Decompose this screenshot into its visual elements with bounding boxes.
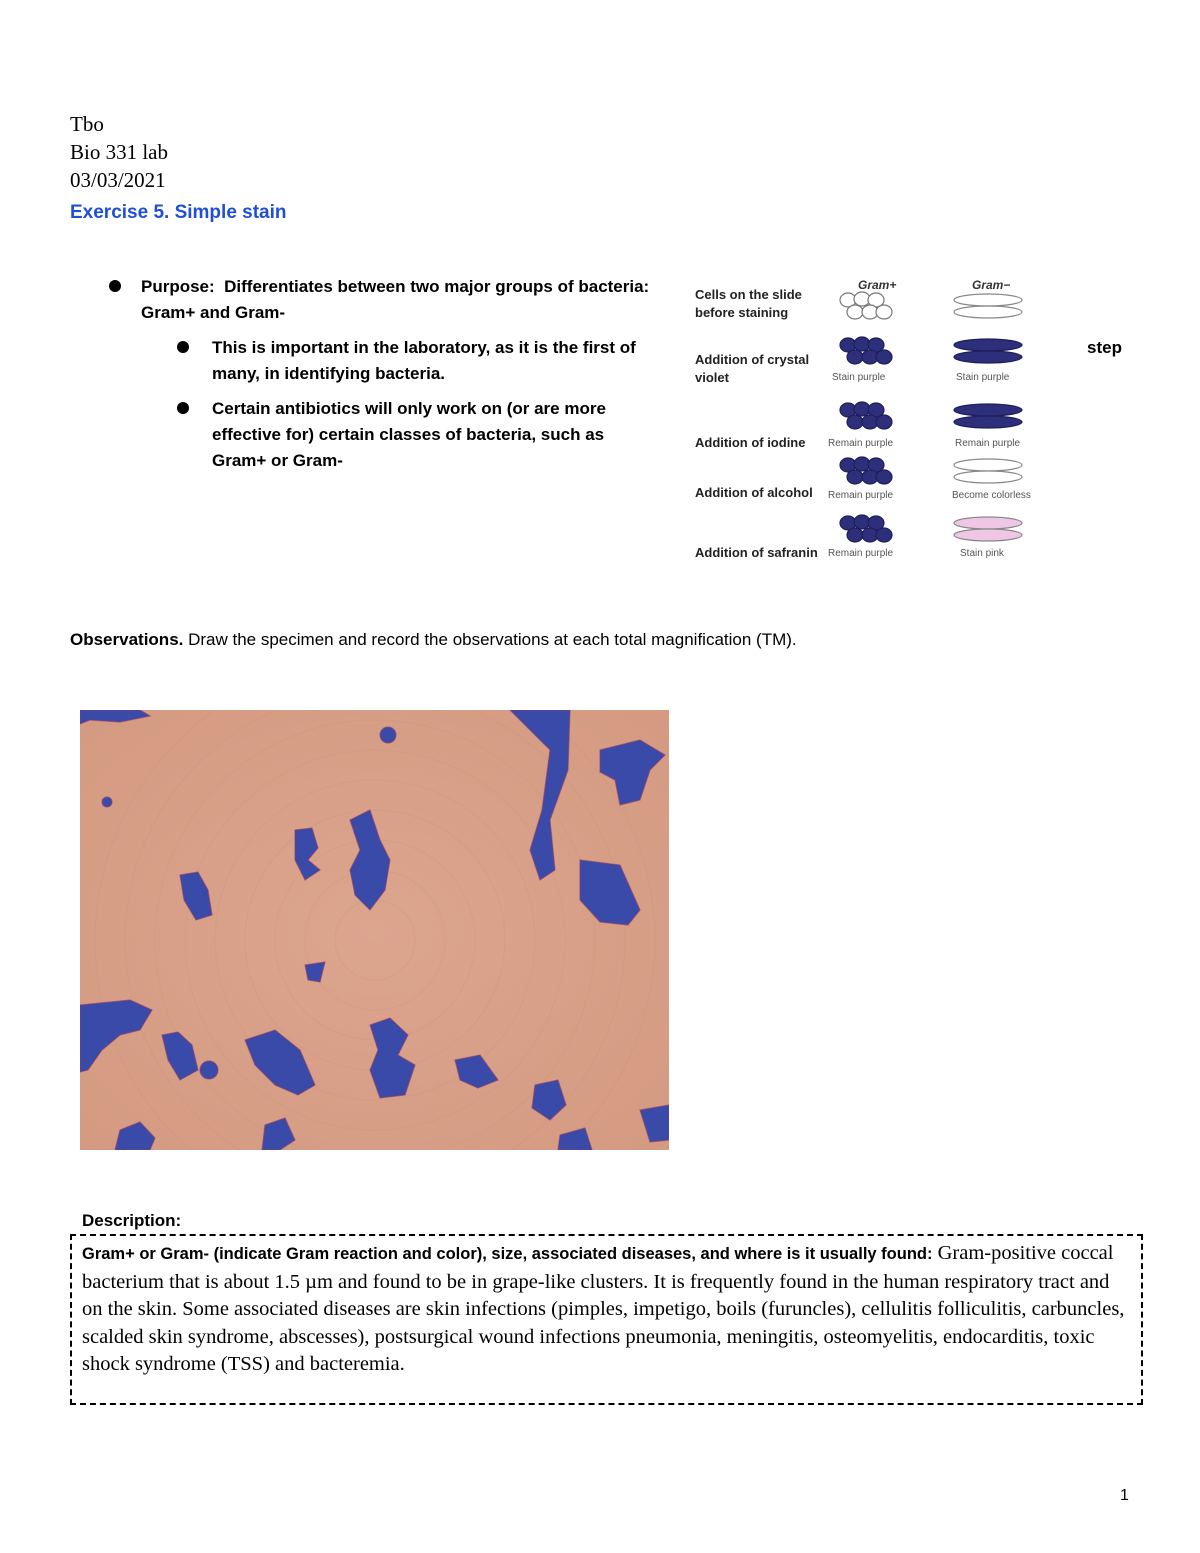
bacteria-micrograph bbox=[80, 710, 669, 1150]
gram-negative-caption: Stain pink bbox=[960, 548, 1004, 559]
observations-label: Observations. bbox=[70, 630, 184, 649]
purpose-label: Purpose: bbox=[141, 277, 215, 296]
gram-positive-caption: Stain purple bbox=[832, 372, 886, 383]
gram-positive-caption: Remain purple bbox=[828, 438, 894, 449]
gram-negative-cell bbox=[954, 339, 1022, 351]
gram-positive-cell bbox=[847, 350, 863, 364]
gram-positive-cell bbox=[847, 415, 863, 429]
gram-negative-caption: Remain purple bbox=[955, 438, 1021, 449]
course-name: Bio 331 lab bbox=[70, 140, 168, 164]
description-box bbox=[70, 1234, 1143, 1405]
gram-cells-illustration bbox=[690, 276, 1070, 566]
gram-positive-cell bbox=[847, 470, 863, 484]
gram-negative-caption: Become colorless bbox=[952, 490, 1031, 501]
bullet-icon bbox=[177, 402, 189, 414]
purpose-text: Differentiates between two major groups of bacteria: Gram+ and Gram- bbox=[141, 277, 650, 322]
gram-negative-cell bbox=[954, 351, 1022, 363]
gram-positive-caption: Remain purple bbox=[828, 490, 894, 501]
description-answer: Gram-positive coccal bacterium that is about 1.5 µm and found to be in grape-like clusters. It is frequently found in the human respiratory tract and on the skin. Some associated diseases are skin infections (pimples, impetigo, boils (furuncles), cellulitis folliculitis, carbuncles, scalded skin syndrome, abscesses), postsurgical wound infections pneumonia, meningitis, osteomyelitis, endocarditis, toxic shock syndrome (TSS) and bacteremia. bbox=[82, 1242, 1125, 1375]
gram-positive-header: Gram+ bbox=[858, 278, 897, 292]
gram-positive-cell bbox=[847, 305, 863, 319]
gram-negative-cell bbox=[954, 306, 1022, 318]
bullet-icon bbox=[109, 280, 121, 292]
author-name: Tbo bbox=[70, 112, 104, 136]
exercise-title: Exercise 5. Simple stain bbox=[70, 202, 287, 223]
purpose-sub-bullet: Certain antibiotics will only work on (or are more effective for) certain classes of bacteria, such as Gram+ or Gram- bbox=[212, 399, 606, 470]
gram-negative-cell bbox=[954, 404, 1022, 416]
gram-positive-cell bbox=[847, 528, 863, 542]
gram-negative-cell bbox=[954, 517, 1022, 529]
gram-negative-cell bbox=[954, 529, 1022, 541]
gram-negative-cell bbox=[954, 459, 1022, 471]
gram-row-label: Addition of crystal violet bbox=[695, 352, 810, 385]
gram-positive-cell bbox=[876, 415, 892, 429]
document-date: 03/03/2021 bbox=[70, 168, 166, 192]
page-number: 1 bbox=[1120, 1487, 1129, 1504]
description-text bbox=[82, 1240, 1131, 1379]
gram-stain-figure bbox=[690, 276, 1070, 566]
bullet-icon bbox=[177, 341, 189, 353]
gram-row-label: Addition of safranin bbox=[695, 545, 818, 560]
document-header bbox=[70, 110, 168, 194]
purpose-sub-bullet: This is important in the laboratory, as it is the first of many, in identifying bacteria. bbox=[212, 338, 636, 383]
gram-row-label: Cells on the slide before staining bbox=[695, 287, 802, 320]
description-prompt: Gram+ or Gram- (indicate Gram reaction and color), size, associated diseases, and where is it usually found: bbox=[82, 1245, 933, 1263]
gram-row-label: Addition of iodine bbox=[695, 435, 806, 450]
gram-negative-header: Gram− bbox=[972, 278, 1011, 292]
stray-text: step bbox=[1087, 338, 1122, 357]
gram-positive-cell bbox=[876, 350, 892, 364]
gram-negative-cell bbox=[954, 294, 1022, 306]
gram-negative-cell bbox=[954, 471, 1022, 483]
gram-negative-cell bbox=[954, 416, 1022, 428]
gram-positive-caption: Remain purple bbox=[828, 548, 894, 559]
gram-negative-caption: Stain purple bbox=[956, 372, 1010, 383]
observations-text: Draw the specimen and record the observations at each total magnification (TM). bbox=[188, 630, 797, 649]
gram-positive-cell bbox=[876, 528, 892, 542]
observations-instruction bbox=[70, 630, 797, 650]
gram-positive-cell bbox=[876, 470, 892, 484]
gram-row-label: Addition of alcohol bbox=[695, 485, 813, 500]
purpose-bullet bbox=[141, 274, 661, 326]
gram-positive-cell bbox=[876, 305, 892, 319]
description-heading: Description: bbox=[82, 1211, 182, 1230]
